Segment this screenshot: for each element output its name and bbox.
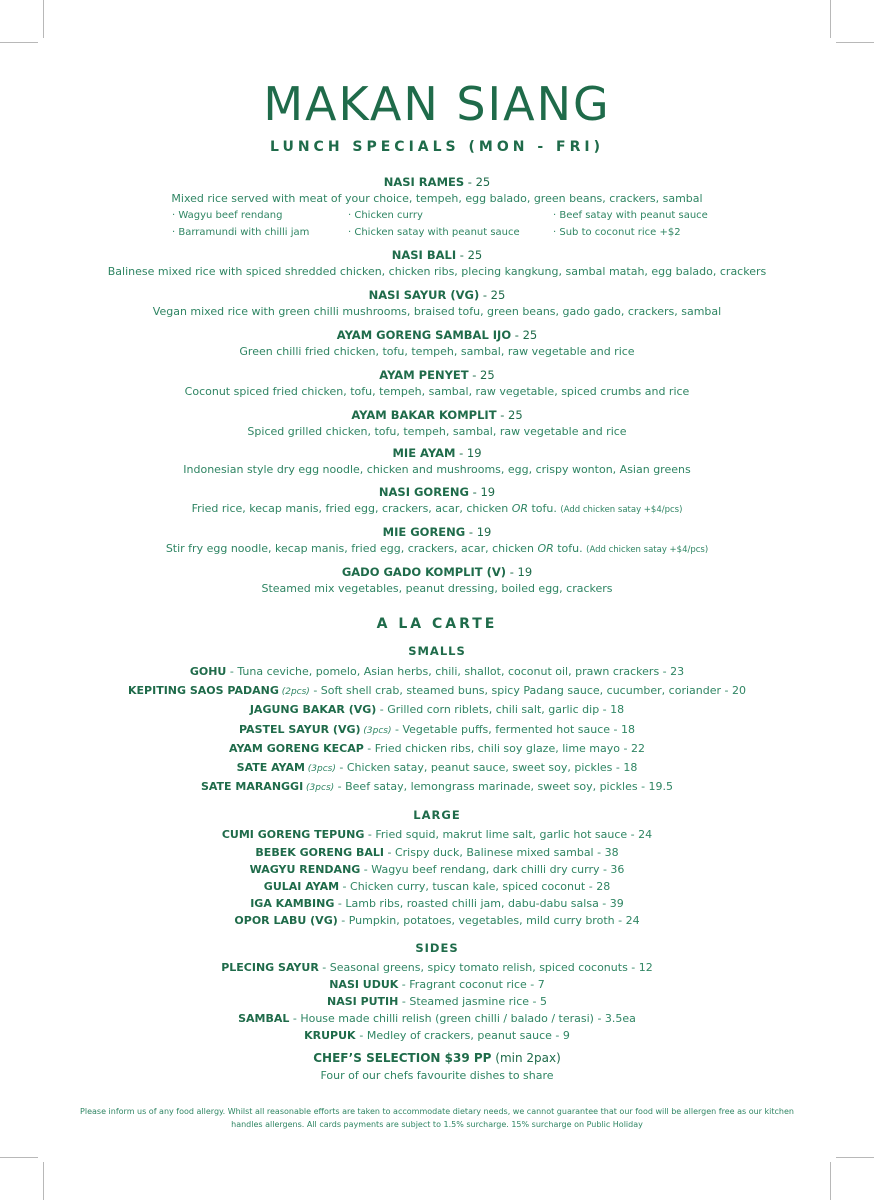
chefs-selection: [0, 1050, 874, 1084]
item-name: NASI RAMES: [383, 175, 465, 189]
item-price: - 25: [511, 328, 538, 342]
item-desc: Stir fry egg noodle, kecap manis, fried egg, crackers, acar, chicken OR tofu. (Add chicken satay +$4/pcs): [165, 542, 709, 555]
menu-item-nasi-goreng: [0, 484, 874, 519]
menu-item: [0, 407, 874, 440]
item-desc: Spiced grilled chicken, tofu, tempeh, sambal, raw vegetable and rice: [247, 425, 627, 438]
option-item: · Barramundi with chilli jam: [172, 227, 310, 238]
list-item: CUMI GORENG TEPUNG - Fried squid, makrut lime salt, garlic hot sauce - 24: [221, 828, 653, 842]
chef-selection-min: (min 2pax): [491, 1051, 561, 1065]
menu-item: [0, 287, 874, 320]
list-item: NASI PUTIH - Steamed jasmine rice - 5: [327, 995, 547, 1009]
list-item: PLECING SAYUR - Seasonal greens, spicy tomato relish, spiced coconuts - 12: [221, 960, 653, 974]
crop-mark: [830, 1162, 831, 1200]
item-note: (Add chicken satay +$4/pcs): [560, 505, 683, 515]
item-name: NASI SAYUR (VG): [368, 288, 480, 302]
list-item: GULAI AYAM - Chicken curry, tuscan kale, spiced coconut - 28: [263, 880, 611, 894]
item-name: AYAM PENYET: [379, 368, 469, 382]
item-price: - 25: [479, 288, 506, 302]
item-name: MIE AYAM: [392, 446, 456, 460]
item-desc: Mixed rice served with meat of your choice, tempeh, egg balado, green beans, crackers, sambal: [171, 192, 703, 205]
section-title: A LA CARTE: [376, 616, 498, 632]
item-name: AYAM GORENG SAMBAL IJO: [336, 328, 512, 342]
item-desc: Indonesian style dry egg noodle, chicken and mushrooms, egg, crispy wonton, Asian greens: [183, 463, 691, 476]
item-price: - 19: [506, 565, 533, 579]
item-desc: Steamed mix vegetables, peanut dressing, boiled egg, crackers: [261, 582, 613, 595]
item-price: - 19: [468, 485, 496, 499]
item-name: NASI BALI: [391, 248, 457, 262]
chef-selection-title: CHEF’S SELECTION $39 PP: [313, 1051, 492, 1065]
item-price: - 25: [456, 248, 483, 262]
large-list: [0, 826, 874, 929]
crop-mark: [836, 1157, 874, 1158]
list-item: KEPITING SAOS PADANG (2pcs) - Soft shell crab, steamed buns, spicy Padang sauce, cucumber, coriander - 20: [128, 684, 746, 698]
list-item: KRUPUK - Medley of crackers, peanut sauce - 9: [304, 1029, 570, 1043]
option-item: · Wagyu beef rendang: [172, 210, 283, 221]
menu-item-nasi-rames: [0, 174, 874, 241]
page-title: MAKAN SIANG: [263, 77, 611, 131]
page-subtitle: LUNCH SPECIALS (MON - FRI): [270, 139, 604, 155]
item-desc: Green chilli fried chicken, tofu, tempeh, sambal, raw vegetable and rice: [239, 345, 635, 358]
crop-mark: [0, 42, 38, 43]
item-price: - 19: [455, 446, 482, 460]
list-item: GOHU - Tuna ceviche, pomelo, Asian herbs, chili, shallot, coconut oil, prawn crackers - 23: [189, 665, 685, 678]
menu-item: [0, 367, 874, 400]
list-item: AYAM GORENG KECAP - Fried chicken ribs, chili soy glaze, lime mayo - 22: [229, 741, 645, 755]
option-item: · Beef satay with peanut sauce: [553, 210, 708, 221]
list-item: NASI UDUK - Fragrant coconut rice - 7: [329, 977, 545, 991]
menu-item: [0, 247, 874, 280]
list-item: SATE MARANGGI (3pcs) - Beef satay, lemongrass marinade, sweet soy, pickles - 19.5: [200, 780, 674, 794]
item-name: GADO GADO KOMPLIT (V): [341, 565, 507, 579]
list-item: WAGYU RENDANG - Wagyu beef rendang, dark chilli dry curry - 36: [249, 862, 625, 876]
list-item: JAGUNG BAKAR (VG) - Grilled corn riblets, chili salt, garlic dip - 18: [249, 703, 625, 717]
list-item: BEBEK GORENG BALI - Crispy duck, Balinese mixed sambal - 38: [255, 845, 619, 859]
menu-item-mie-goreng: [0, 524, 874, 559]
item-desc: Coconut spiced fried chicken, tofu, tempeh, sambal, raw vegetable, spiced crumbs and rice: [184, 385, 690, 398]
allergy-disclaimer: Please inform us of any food allergy. Whilst all reasonable efforts are taken to accommodate dietary needs, we cannot guarantee that our food will be allergen free as our kitchen handles allergens. All cards payments are subject to 1.5% surcharge. 15% surcharge on Public Holiday: [80, 1107, 794, 1129]
option-item: · Chicken satay with peanut sauce: [348, 227, 520, 238]
lunch-specials: [0, 174, 874, 597]
item-name: NASI GORENG: [378, 485, 469, 499]
item-name: MIE GORENG: [382, 525, 466, 539]
crop-mark: [43, 0, 44, 38]
a-la-carte-section: [0, 616, 874, 1045]
option-item: · Sub to coconut rice +$2: [553, 227, 681, 238]
sides-list: [0, 959, 874, 1045]
item-desc: Fried rice, kecap manis, fried egg, crackers, acar, chicken OR tofu. (Add chicken satay +$4/pcs): [191, 502, 683, 515]
sides-title: SIDES: [415, 940, 459, 955]
list-item: OPOR LABU (VG) - Pumpkin, potatoes, vegetables, mild curry broth - 24: [234, 914, 640, 928]
crop-mark: [43, 1162, 44, 1200]
smalls-list: [0, 663, 874, 797]
item-note: (Add chicken satay +$4/pcs): [586, 545, 709, 555]
menu-item: [0, 445, 874, 478]
list-item: SAMBAL - House made chilli relish (green chilli / balado / terasi) - 3.5ea: [238, 1012, 636, 1026]
crop-mark: [0, 1157, 38, 1158]
options-list: [0, 207, 874, 241]
item-desc: Vegan mixed rice with green chilli mushrooms, braised tofu, green beans, gado gado, crackers, sambal: [152, 305, 722, 318]
item-price: - 19: [465, 525, 492, 539]
list-item: PASTEL SAYUR (VG) (3pcs) - Vegetable puffs, fermented hot sauce - 18: [239, 722, 635, 736]
crop-mark: [836, 42, 874, 43]
option-item: · Chicken curry: [348, 210, 423, 221]
list-item: IGA KAMBING - Lamb ribs, roasted chilli jam, dabu-dabu salsa - 39: [250, 897, 624, 911]
item-price: - 25: [464, 175, 491, 189]
menu-item-gado-gado: [0, 564, 874, 597]
large-title: LARGE: [413, 808, 461, 823]
item-name: AYAM BAKAR KOMPLIT: [351, 408, 497, 422]
crop-mark: [830, 0, 831, 38]
list-item: SATE AYAM (3pcs) - Chicken satay, peanut sauce, sweet soy, pickles - 18: [236, 761, 638, 775]
chef-selection-desc: Four of our chefs favourite dishes to share: [320, 1069, 554, 1082]
smalls-title: SMALLS: [408, 644, 466, 658]
item-price: - 25: [468, 368, 495, 382]
item-desc: Balinese mixed rice with spiced shredded chicken, chicken ribs, plecing kangkung, sambal matah, egg balado, crackers: [107, 265, 767, 278]
menu-item: [0, 327, 874, 360]
item-price: - 25: [496, 408, 523, 422]
